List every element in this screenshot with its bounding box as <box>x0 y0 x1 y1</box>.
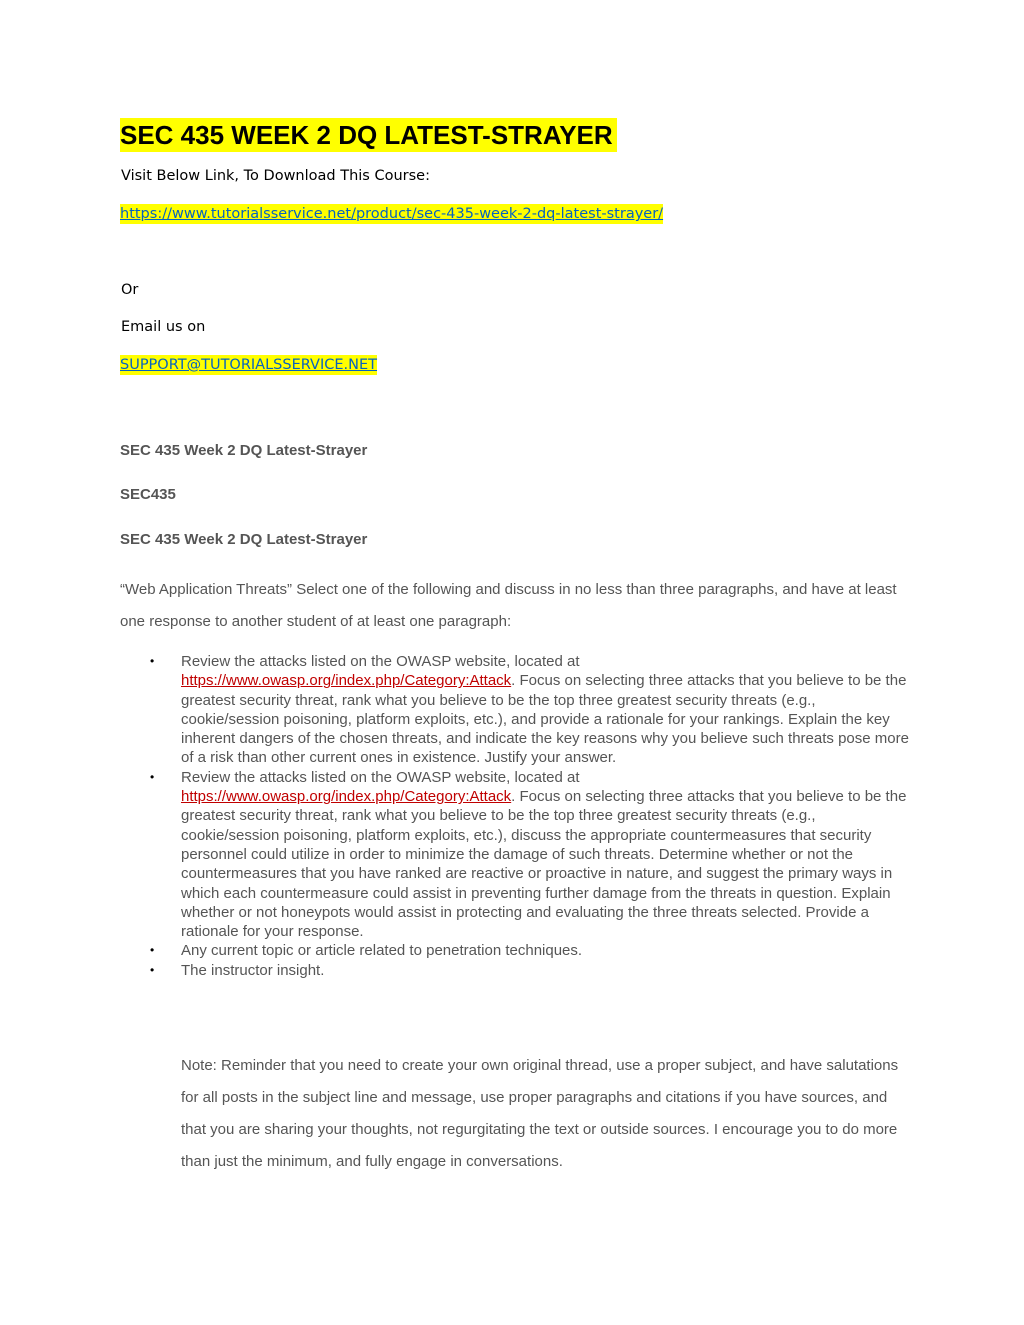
bullet-icon: • <box>150 769 155 784</box>
download-link[interactable]: https://www.tutorialsservice.net/product/sec-435-week-2-dq-latest-strayer/ <box>120 206 664 222</box>
assignment-list <box>150 652 910 980</box>
list-item-text: Review the attacks listed on the OWASP website, located at <box>181 653 580 670</box>
bullet-icon: • <box>150 943 155 958</box>
email-label: Email us on <box>121 319 206 335</box>
bullet-icon: • <box>150 962 155 977</box>
or-text: Or <box>121 282 139 298</box>
list-item-text: Review the attacks listed on the OWASP website, located at <box>181 768 580 786</box>
list-item <box>150 941 910 960</box>
course-subheading: SEC 435 Week 2 DQ Latest-Strayer <box>120 531 368 548</box>
email-link[interactable]: SUPPORT@TUTORIALSSERVICE.NET <box>120 357 377 373</box>
visit-text: Visit Below Link, To Download This Course: <box>121 168 430 184</box>
note-paragraph: Note: Reminder that you need to create your own original thread, use a proper subject, and have salutations for all posts in the subject line and message, use proper paragraphs and citations if you have sources, and that you are sharing your thoughts, not regurgitating the text or outside sources. I encourage you to do more than just the minimum, and fully engage in conversations. <box>181 1057 899 1170</box>
list-item-text: . Focus on selecting three attacks that you believe to be the greatest security threat, rank what you believe to be the top three greatest security threats (e.g., cookie/session poisoning, platform exploits, etc.), and provide a rationale for your rankings. Explain the key inherent dangers of the chosen threats, and indicate the key reasons why you believe such threats pose more of a risk than other current ones in existence. Justify your answer. <box>181 672 909 767</box>
page-title: SEC 435 WEEK 2 DQ LATEST-STRAYER <box>120 118 617 152</box>
course-heading: SEC 435 Week 2 DQ Latest-Strayer <box>120 442 368 459</box>
list-item <box>150 768 910 942</box>
course-code: SEC435 <box>120 486 176 503</box>
bullet-icon: • <box>150 654 155 668</box>
intro-paragraph: “Web Application Threats” Select one of the following and discuss in no less than three paragraphs, and have at least one response to another student of at least one paragraph: <box>120 581 897 630</box>
list-item <box>150 961 910 980</box>
list-item-text: Any current topic or article related to penetration techniques. <box>181 942 583 960</box>
list-item-text: The instructor insight. <box>181 961 325 979</box>
list-item <box>150 652 910 768</box>
owasp-link[interactable]: https://www.owasp.org/index.php/Category:Attack <box>181 672 512 690</box>
list-item-text: . Focus on selecting three attacks that you believe to be the greatest security threat, rank what you believe to be the top three greatest security threats (e.g., cookie/session poisoning, platform exploits, etc.), discuss the appropriate countermeasures that security personnel could utilize in order to minimize the damage of such threats. Determine whether or not the countermeasures that you have ranked are reactive or proactive in nature, and suggest the primary ways in which each countermeasure could assist in preventing further damage from the threats in question. Explain whether or not honeypots would assist in protecting and evaluating the three threats selected. Provide a rationale for your response. <box>181 788 907 941</box>
owasp-link[interactable]: https://www.owasp.org/index.php/Category:Attack <box>181 788 512 806</box>
